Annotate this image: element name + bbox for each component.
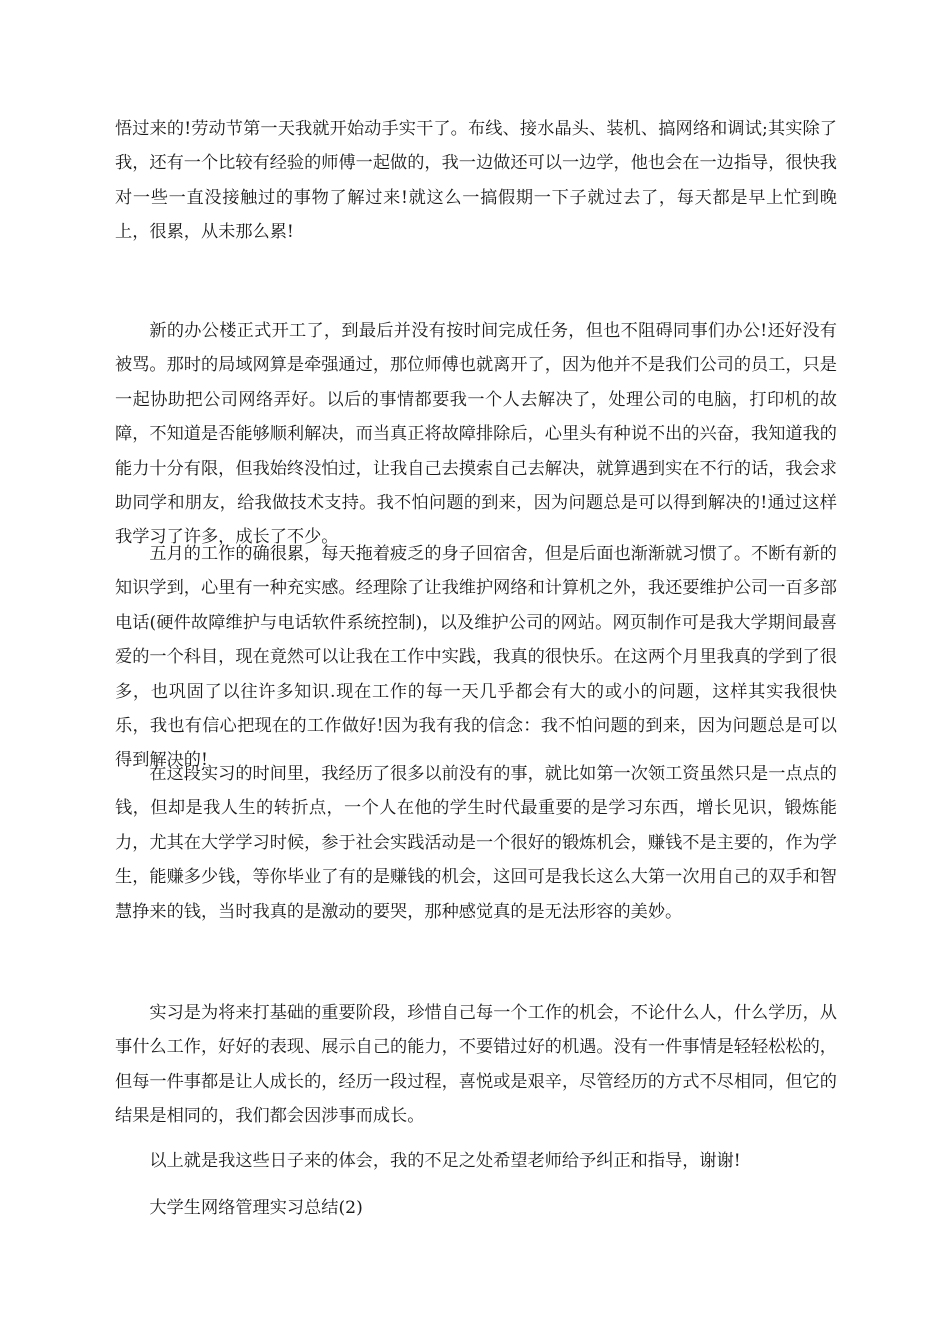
paragraph-internship-experience: 在这段实习的时间里，我经历了很多以前没有的事，就比如第一次领工资虽然只是一点点的钱，但却是我人生的转折点，一个人在他的学生时代最重要的是学习东西，增长见识，锻炼能力，尤其在大学学习时候，参于社会实践活动是一个很好的锻炼机会，赚钱不是主要的，作为学生，能赚多少钱，等你毕业了有的是赚钱的机会，这回可是我长这么大第一次用自己的双手和智慧挣来的钱，当时我真的是激动的要哭，那种感觉真的是无法形容的美妙。 (115, 764, 837, 922)
paragraph-new-office: 新的办公楼正式开工了，到最后并没有按时间完成任务，但也不阻碍同事们办公!还好没有被骂。那时的局域网算是牵强通过，那位师傅也就离开了，因为他并不是我们公司的员工，只是一起协助把公司网络弄好。以后的事情都要我一个人去解决了，处理公司的电脑，打印机的故障，不知道是否能够顺利解决，而当真正将故障排除后，心里头有种说不出的兴奋，我知道我的能力十分有限，但我始终没怕过，让我自己去摸索自己去解决，就算遇到实在不行的话，我会求助同学和朋友，给我做技术支持。我不怕问题的到来，因为问题总是可以得到解决的!通过这样我学习了许多，成长了不少。 (115, 321, 837, 548)
paragraph-internship-importance: 实习是为将来打基础的重要阶段，珍惜自己每一个工作的机会，不论什么人，什么学历，从事什么工作，好好的表现、展示自己的能力，不要错过好的机遇。没有一件事情是轻轻松松的，但每一件事都是让人成长的，经历一段过程，喜悦或是艰辛，尽管经历的方式不尽相同，但它的结果是相同的，我们都会因涉事而成长。 (115, 1003, 837, 1127)
paragraph-continuation: 悟过来的!劳动节第一天我就开始动手实干了。布线、接水晶头、装机、搞网络和调试;其实除了我，还有一个比较有经验的师傅一起做的，我一边做还可以一边学，他也会在一边指导，很快我对一些一直没接触过的事物了解过来!就这么一搞假期一下子就过去了，每天都是早上忙到晚上，很累，从未那么累! (115, 119, 837, 243)
section-heading: 大学生网络管理实习总结(2) (149, 1198, 363, 1218)
paragraph-closing: 以上就是我这些日子来的体会，我的不足之处希望老师给予纠正和指导，谢谢! (149, 1151, 741, 1171)
paragraph-may-work: 五月的工作的确很累，每天拖着疲乏的身子回宿舍，但是后面也渐渐就习惯了。不断有新的知识学到，心里有一种充实感。经理除了让我维护网络和计算机之外，我还要维护公司一百多部电话(硬件故障维护与电话软件系统控制)，以及维护公司的网站。网页制作可是我大学期间最喜爱的一个科目，现在竟然可以让我在工作中实践，我真的很快乐。在这两个月里我真的学到了很多，也巩固了以往许多知识.现在工作的每一天几乎都会有大的或小的问题，这样其实我很快乐，我也有信心把现在的工作做好!因为我有我的信念：我不怕问题的到来，因为问题总是可以得到解决的! (115, 544, 837, 771)
